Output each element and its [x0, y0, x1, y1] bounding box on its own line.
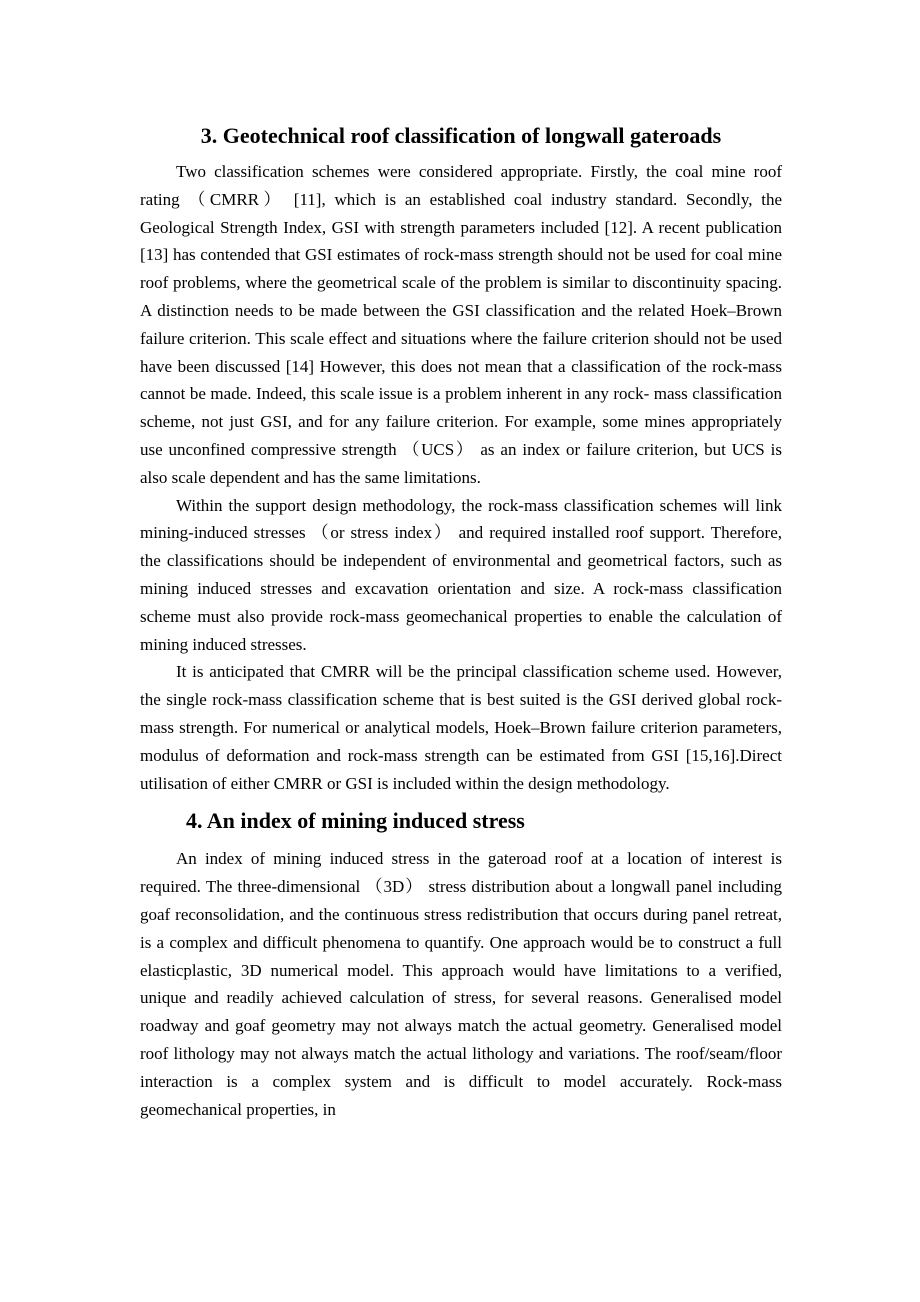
- section-4-paragraph-1: An index of mining induced stress in the gateroad roof at a location of interest is required. The three-dimensional （3D） stress distribution about a longwall panel including goaf reconsolidation, and the continuous stress redistribution that occurs during panel retreat, is a complex and difficult phenomena to quantify. One approach would be to construct a full elasticplastic, 3D numerical model. This approach would have limitations to a verified, unique and readily achieved calculation of stress, for several reasons. Generalised model roadway and goaf geometry may not always match the actual geometry. Generalised model roof lithology may not always match the actual lithology and variations. The roof/seam/floor interaction is a complex system and is difficult to model accurately. Rock-mass geomechanical properties, in: [140, 849, 782, 1119]
- section-3-paragraph-1: Two classification schemes were considered appropriate. Firstly, the coal mine roof rating （CMRR） [11], which is an established coal industry standard. Secondly, the Geological Strength Index, GSI with strength parameters included [12]. A recent publication [13] has contended that GSI estimates of rock-mass strength should not be used for coal mine roof problems, where the geometrical scale of the problem is similar to discontinuity spacing. A distinction needs to be made between the GSI classification and the related Hoek–Brown failure criterion. This scale effect and situations where the failure criterion should not be used have been discussed [14] However, this does not mean that a classification of the rock-mass cannot be made. Indeed, this scale issue is a problem inherent in any rock- mass classification scheme, not just GSI, and for any failure criterion. For example, some mines appropriately use unconfined compressive strength （UCS） as an index or failure criterion, but UCS is also scale dependent and has the same limitations.: [140, 162, 782, 487]
- section-3-paragraph-3: It is anticipated that CMRR will be the principal classification scheme used. However, the single rock-mass classification scheme that is best suited is the GSI derived global rock-mass strength. For numerical or analytical models, Hoek–Brown failure criterion parameters, modulus of deformation and rock-mass strength can be estimated from GSI [15,16].Direct utilisation of either CMRR or GSI is included within the design methodology.: [140, 662, 782, 793]
- section-3-heading: 3. Geotechnical roof classification of longwall gateroads: [200, 123, 722, 148]
- section-3-paragraph-2: Within the support design methodology, the rock-mass classification schemes will link mining-induced stresses （or stress index） and required installed roof support. Therefore, the classifications should be independent of environmental and geometrical factors, such as mining induced stresses and excavation orientation and size. A rock-mass classification scheme must also provide rock-mass geomechanical properties to enable the calculation of mining induced stresses.: [140, 495, 782, 654]
- section-4-heading: 4. An index of mining induced stress: [186, 808, 525, 834]
- document-page: [140, 118, 782, 1123]
